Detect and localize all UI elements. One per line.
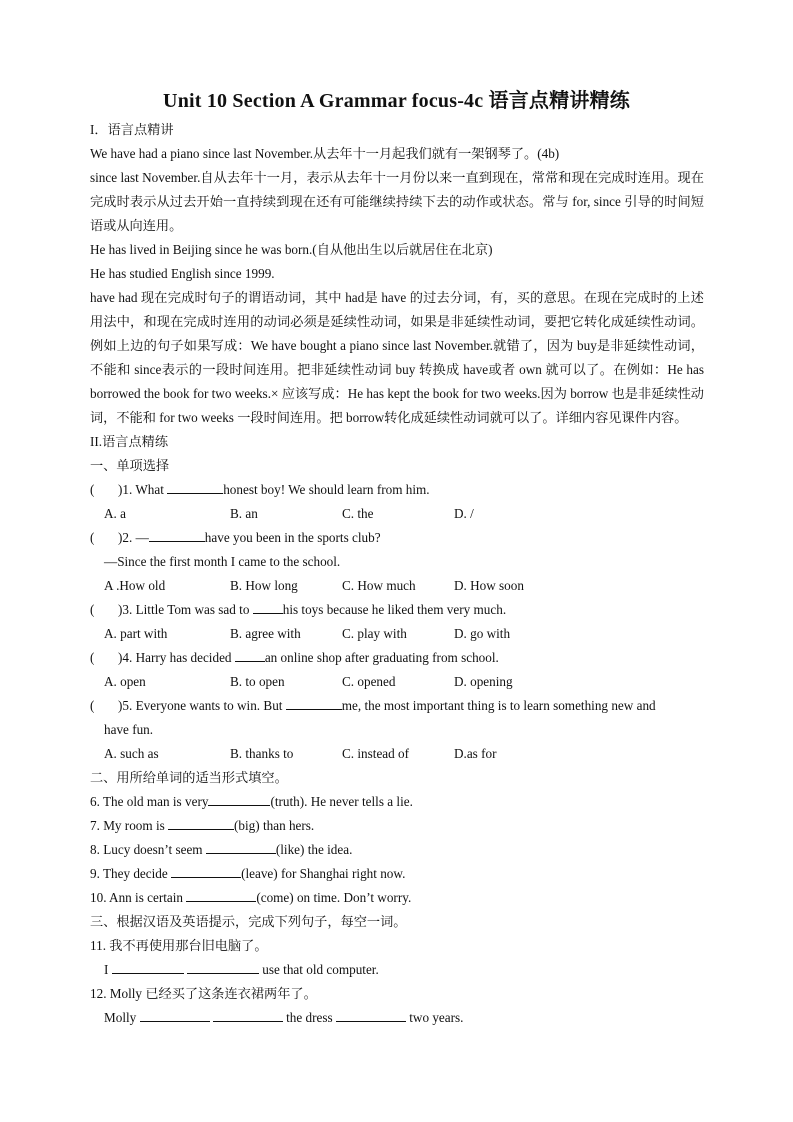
answer-paren: ( xyxy=(90,482,95,497)
question-5-continuation: have fun. xyxy=(104,722,154,737)
answer-blank xyxy=(336,1007,406,1022)
section1-heading: I．语言点精讲 xyxy=(90,122,174,137)
translate-item-12-en: Molly the dress two years. xyxy=(90,1006,704,1030)
answer-blank xyxy=(213,1007,283,1022)
fill-item-9: 9. They decide (leave) for Shanghai right now. xyxy=(90,862,704,886)
answer-paren: ( xyxy=(90,698,95,713)
fill-item-8: 8. Lucy doesn’t seem (like) the idea. xyxy=(90,838,704,862)
answer-blank xyxy=(286,695,342,710)
translate-item-11-en: I use that old computer. xyxy=(90,958,704,982)
answer-blank xyxy=(168,815,234,830)
question-1: ( )1. What honest boy! We should learn from him. xyxy=(90,478,704,502)
question-4: ( )4. Harry has decided an online shop after graduating from school. xyxy=(90,646,704,670)
answer-blank xyxy=(186,887,256,902)
question-2: ( )2. — have you been in the sports club? xyxy=(90,526,704,550)
part1-heading: 一、单项选择 xyxy=(90,458,170,473)
answer-blank xyxy=(253,599,283,614)
answer-blank xyxy=(112,959,184,974)
section2-heading: II.语言点精练 xyxy=(90,434,169,449)
example-beijing: He has lived in Beijing since he was born.(自从他出生以后就居住在北京) xyxy=(90,242,493,257)
answer-blank xyxy=(187,959,259,974)
question-3-options: A. part with B. agree with C. play with D. go with xyxy=(104,626,511,641)
part2-heading: 二、用所给单词的适当形式填空。 xyxy=(90,770,288,785)
answer-paren: ( xyxy=(90,650,95,665)
part3-heading: 三、根据汉语及英语提示，完成下列句子，每空一词。 xyxy=(90,914,407,929)
question-1-options: A. a B. an C. the D. / xyxy=(104,506,474,521)
answer-blank xyxy=(167,479,223,494)
example-english: He has studied English since 1999. xyxy=(90,266,275,281)
answer-paren: ( xyxy=(90,530,95,545)
fill-item-10: 10. Ann is certain (come) on time. Don’t worry. xyxy=(90,886,704,910)
fill-item-7: 7. My room is (big) than hers. xyxy=(90,814,704,838)
translate-item-12-cn: 12. Molly 已经买了这条连衣裙两年了。 xyxy=(90,986,317,1001)
answer-blank xyxy=(171,863,241,878)
answer-blank xyxy=(140,1007,210,1022)
document-title: Unit 10 Section A Grammar focus-4c 语言点精讲精练 xyxy=(163,90,630,112)
answer-blank xyxy=(206,839,276,854)
example-sentence: We have had a piano since last November.从去年十一月起我们就有一架钢琴了。(4b) xyxy=(90,146,560,161)
translate-item-11-cn: 11. 我不再使用那台旧电脑了。 xyxy=(90,938,268,953)
answer-blank xyxy=(149,527,205,542)
question-2-response: —Since the first month I came to the school. xyxy=(104,554,341,569)
question-5: ( )5. Everyone wants to win. But me, the most important thing is to learn something new and xyxy=(90,694,704,718)
explanation-have-had: have had 现在完成时句子的谓语动词，其中 had是 have 的过去分词，有，买的意思。在现在完成时的上述用法中，和现在完成时连用的动词必须是延续性动词，如果是非延续性动词，要把它转化成延续性动词。例如上边的句子如果写成：We have bought a piano since last November.就错了，因为 buy是非延续性动词，不能和 since表示的一段时间连用。把非延续性动词 buy 转换成 have或者 own 就可以了。在例如：He has borrowed the book for two weeks.× 应该写成：He has kept the book for two weeks.因为 borrow 也是非延续性动词，不能和 for two weeks 一段时间连用。把 borrow转化成延续性动词就可以了。详细内容见课件内容。 xyxy=(90,290,704,425)
question-5-options: A. such as B. thanks to C. instead of D.as for xyxy=(104,746,497,761)
fill-item-6: 6. The old man is very (truth). He never tells a lie. xyxy=(90,790,704,814)
question-4-options: A. open B. to open C. opened D. opening xyxy=(104,674,513,689)
explanation-since: since last November.自从去年十一月，表示从去年十一月份以来一直到现在，常常和现在完成时连用。现在完成时表示从过去开始一直持续到现在还有可能继续持续下去的动作或状态。常与 for, since 引导的时间短语或从向连用。 xyxy=(90,170,704,233)
question-2-options: A .How old B. How long C. How much D. How soon xyxy=(104,578,524,593)
answer-paren: ( xyxy=(90,602,95,617)
document-body xyxy=(90,118,704,1030)
answer-blank xyxy=(235,647,265,662)
answer-blank xyxy=(208,791,270,806)
question-3: ( )3. Little Tom was sad to his toys because he liked them very much. xyxy=(90,598,704,622)
